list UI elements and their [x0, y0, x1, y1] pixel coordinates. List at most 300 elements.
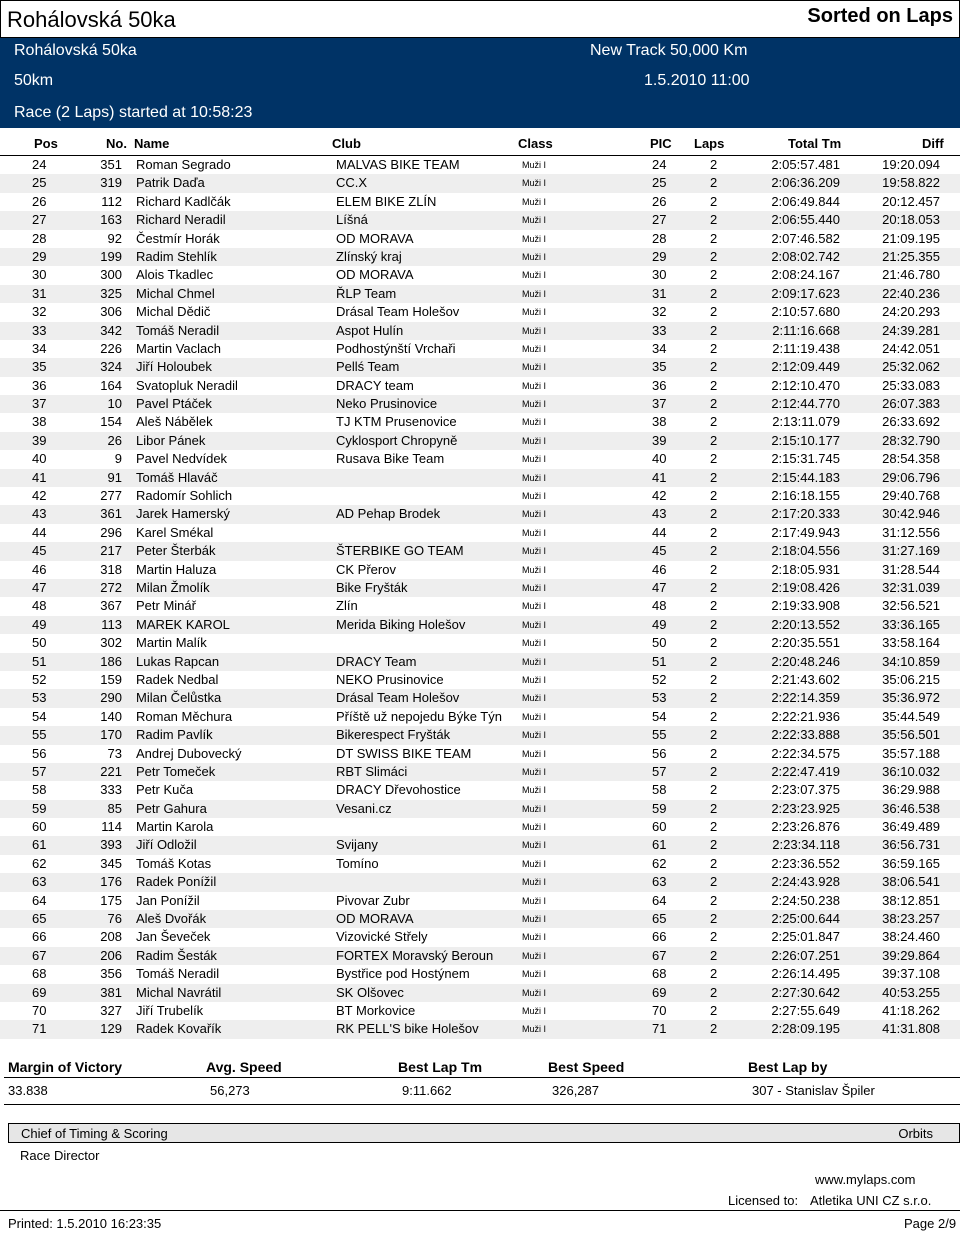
cell-pos: 64 [32, 892, 47, 908]
chief-label: Chief of Timing & Scoring [21, 1126, 168, 1141]
cell-pic: 51 [652, 653, 667, 669]
cell-number: 112 [101, 193, 122, 209]
cell-number: 325 [100, 285, 122, 301]
cell-number: 381 [100, 984, 122, 1000]
cell-number: 327 [100, 1002, 122, 1018]
cell-name: Peter Šterbák [136, 543, 216, 559]
cell-diff: 35:57.188 [882, 745, 940, 761]
col-name: Name [134, 136, 170, 151]
cell-club: Pellś Team [336, 359, 400, 375]
cell-diff: 26:33.692 [882, 414, 940, 430]
cell-diff: 38:06.541 [882, 874, 940, 890]
cell-pos: 70 [32, 1002, 47, 1018]
cell-pic: 28 [652, 230, 667, 246]
cell-class: Muži I [522, 730, 547, 741]
cell-total-time: 2:22:47.419 [771, 763, 840, 779]
cell-pic: 49 [652, 616, 667, 632]
cell-pos: 44 [32, 524, 47, 540]
cell-number: 186 [100, 653, 122, 669]
cell-class: Muži I [522, 932, 547, 943]
cell-diff: 19:58.822 [882, 175, 940, 191]
cell-pic: 56 [652, 745, 667, 761]
table-row [0, 450, 960, 468]
cell-club: OD MORAVA [336, 230, 414, 246]
cell-diff: 21:09.195 [882, 230, 940, 246]
cell-class: Muži I [522, 546, 547, 557]
table-row [0, 726, 960, 744]
cell-number: 91 [107, 469, 122, 485]
cell-diff: 41:31.808 [882, 1021, 940, 1037]
cell-laps: 2 [710, 653, 718, 669]
table-row [0, 1002, 960, 1020]
cell-club: Podhostýnští Vrchaři [336, 340, 456, 356]
cell-class: Muži I [522, 656, 547, 667]
cell-pic: 40 [652, 451, 667, 467]
cell-total-time: 2:09:17.623 [771, 285, 840, 301]
cell-name: Petr Kuča [136, 782, 194, 798]
cell-name: Tomáš Hlaváč [136, 469, 218, 485]
cell-pos: 54 [32, 708, 47, 724]
cell-number: 277 [100, 488, 122, 504]
cell-pos: 26 [32, 193, 47, 209]
cell-class: Muži I [522, 840, 547, 851]
cell-laps: 2 [710, 671, 718, 687]
cell-name: Radim Šesták [136, 947, 217, 963]
cell-number: 221 [100, 763, 122, 779]
cell-club: Bystřice pod Hostýnem [336, 966, 470, 982]
bestspeed-label: Best Speed [548, 1059, 625, 1075]
cell-diff: 36:10.032 [882, 763, 940, 779]
cell-diff: 30:42.946 [882, 506, 940, 522]
cell-pos: 69 [32, 984, 47, 1000]
cell-number: 113 [101, 616, 122, 632]
cell-pic: 26 [652, 193, 667, 209]
cell-number: 272 [100, 579, 122, 595]
table-row [0, 230, 960, 248]
cell-name: Martin Vaclach [136, 340, 222, 356]
cell-club: AD Pehap Brodek [336, 506, 441, 522]
cell-pos: 57 [32, 763, 47, 779]
cell-diff: 35:44.549 [882, 708, 940, 724]
cell-name: Roman Měchura [136, 708, 233, 724]
cell-number: 159 [100, 671, 122, 687]
table-row [0, 873, 960, 891]
table-row [0, 745, 960, 763]
cell-number: 318 [100, 561, 122, 577]
cell-laps: 2 [710, 763, 718, 779]
cell-total-time: 2:26:07.251 [771, 947, 840, 963]
cell-club: FORTEX Moravský Beroun [336, 947, 494, 963]
cell-name: Michal Chmel [136, 285, 215, 301]
cell-total-time: 2:22:14.359 [771, 690, 840, 706]
cell-name: Čestmír Horák [136, 230, 220, 246]
cell-pic: 42 [652, 488, 667, 504]
cell-class: Muži I [522, 491, 547, 502]
cell-class: Muži I [522, 454, 547, 465]
cell-total-time: 2:25:01.847 [771, 929, 840, 945]
cell-laps: 2 [710, 543, 718, 559]
cell-laps: 2 [710, 561, 718, 577]
cell-class: Muži I [522, 233, 547, 244]
table-row [0, 542, 960, 560]
table-row [0, 818, 960, 836]
cell-pos: 71 [32, 1021, 47, 1037]
cell-pos: 51 [32, 653, 47, 669]
cell-name: Radek Nedbal [136, 671, 219, 687]
cell-pic: 67 [652, 947, 667, 963]
cell-class: Muži I [522, 803, 547, 814]
cell-total-time: 2:22:34.575 [771, 745, 840, 761]
date-time: 1.5.2010 11:00 [644, 72, 750, 89]
licensed-label: Licensed to: [728, 1193, 799, 1208]
cell-number: 208 [100, 929, 122, 945]
cell-number: 361 [100, 506, 122, 522]
cell-pic: 54 [652, 708, 667, 724]
cell-pic: 61 [652, 837, 667, 853]
table-row [0, 855, 960, 873]
cell-total-time: 2:15:10.177 [771, 432, 840, 448]
cell-name: Jan Ponížil [136, 892, 200, 908]
cell-name: Richard Neradil [136, 212, 226, 228]
cell-pic: 24 [652, 157, 667, 172]
bestspeed-value: 326,287 [552, 1083, 599, 1098]
cell-club: ŠTERBIKE GO TEAM [336, 543, 464, 559]
cell-class: Muži I [522, 215, 547, 226]
cell-club: BT Morkovice [336, 1002, 416, 1018]
licensee: Atletika UNI CZ s.r.o. [810, 1193, 932, 1208]
cell-class: Muži I [522, 325, 547, 336]
cell-laps: 2 [710, 488, 718, 504]
cell-club: Tomíno [336, 855, 379, 871]
summary-divider [4, 1077, 960, 1078]
cell-diff: 31:12.556 [882, 524, 940, 540]
cell-total-time: 2:26:14.495 [771, 966, 840, 982]
cell-number: 164 [100, 377, 122, 393]
cell-total-time: 2:23:34.118 [772, 837, 840, 853]
table-row [0, 505, 960, 523]
cell-class: Muži I [522, 877, 547, 888]
cell-name: Radim Stehlík [136, 248, 217, 264]
cell-pic: 29 [652, 248, 667, 264]
cell-pos: 35 [32, 359, 47, 375]
table-row [0, 616, 960, 634]
cell-class: Muži I [522, 693, 547, 704]
cell-class: Muži I [522, 417, 547, 428]
cell-class: Muži I [522, 399, 547, 410]
cell-pos: 36 [32, 377, 47, 393]
cell-pos: 59 [32, 800, 47, 816]
cell-diff: 34:10.859 [882, 653, 940, 669]
cell-class: Muži I [522, 435, 547, 446]
margin-value: 33.838 [8, 1083, 48, 1098]
cell-pic: 47 [652, 579, 667, 595]
cell-pic: 58 [652, 782, 667, 798]
table-row [0, 395, 960, 413]
cell-number: 26 [107, 432, 122, 448]
cell-number: 356 [100, 966, 122, 982]
cell-number: 10 [107, 396, 122, 412]
cell-name: Tomáš Neradil [136, 322, 220, 338]
cell-class: Muži I [522, 785, 547, 796]
cell-number: 85 [107, 800, 122, 816]
col-no: No. [106, 136, 127, 151]
cell-pos: 58 [32, 782, 47, 798]
cell-name: Jarek Hamerský [136, 506, 230, 522]
cell-number: 302 [100, 635, 122, 651]
cell-total-time: 2:18:05.931 [771, 561, 840, 577]
cell-club: TJ KTM Prusenovice [336, 414, 457, 430]
cell-club: Vizovické Střely [336, 929, 428, 945]
sort-label: Sorted on Laps [807, 5, 953, 27]
cell-pic: 41 [652, 469, 667, 485]
cell-pic: 59 [652, 800, 667, 816]
cell-number: 76 [107, 911, 122, 927]
cell-class: Muži I [522, 362, 547, 373]
cell-pic: 71 [652, 1021, 667, 1037]
cell-laps: 2 [710, 855, 718, 871]
cell-pic: 53 [652, 690, 667, 706]
cell-laps: 2 [710, 782, 718, 798]
cell-total-time: 2:19:08.426 [771, 579, 840, 595]
cell-class: Muži I [522, 969, 547, 980]
cell-class: Muži I [522, 914, 547, 925]
cell-total-time: 2:07:46.582 [771, 230, 840, 246]
orbits-label: Orbits [898, 1126, 933, 1141]
cell-club: CK Přerov [336, 561, 396, 577]
cell-number: 217 [100, 543, 122, 559]
cell-laps: 2 [710, 304, 718, 320]
cell-diff: 21:46.780 [882, 267, 940, 283]
cell-laps: 2 [710, 285, 718, 301]
cell-laps: 2 [710, 947, 718, 963]
cell-name: Radomír Sohlich [136, 488, 233, 504]
cell-name: Jiří Holoubek [136, 359, 212, 375]
cell-class: Muži I [522, 564, 547, 575]
event-name: Rohálovská 50ka [14, 42, 137, 59]
bestlapby-label: Best Lap by [748, 1059, 828, 1075]
cell-total-time: 2:06:36.209 [771, 175, 840, 191]
cell-club: DT SWISS BIKE TEAM [336, 745, 472, 761]
cell-number: 176 [100, 874, 122, 890]
cell-laps: 2 [710, 598, 718, 614]
table-row [0, 800, 960, 818]
cell-name: Michal Navrátil [136, 984, 222, 1000]
cell-total-time: 2:24:50.238 [771, 892, 840, 908]
cell-pos: 40 [32, 451, 47, 467]
cell-diff: 31:28.544 [882, 561, 940, 577]
cell-club: OD MORAVA [336, 911, 414, 927]
cell-total-time: 2:23:23.925 [771, 800, 840, 816]
cell-laps: 2 [710, 929, 718, 945]
cell-number: 114 [101, 819, 122, 835]
cell-class: Muži I [522, 251, 547, 262]
cell-name: Pavel Nedvídek [136, 451, 228, 467]
cell-pic: 48 [652, 598, 667, 614]
cell-pos: 53 [32, 690, 47, 706]
cell-pic: 46 [652, 561, 667, 577]
table-row [0, 156, 960, 174]
printed-date: Printed: 1.5.2010 16:23:35 [8, 1216, 162, 1231]
cell-total-time: 2:22:33.888 [771, 727, 840, 743]
cell-number: 226 [100, 340, 122, 356]
cell-laps: 2 [710, 377, 718, 393]
cell-laps: 2 [710, 267, 718, 283]
cell-class: Muži I [522, 950, 547, 961]
summary-bottom-divider [4, 1104, 960, 1105]
cell-pos: 32 [32, 304, 47, 320]
cell-pos: 65 [32, 911, 47, 927]
cell-pos: 25 [32, 175, 47, 191]
cell-pos: 31 [32, 285, 47, 301]
cell-total-time: 2:11:19.438 [772, 340, 840, 356]
cell-club: Aspot Hulín [336, 322, 404, 338]
cell-pic: 27 [652, 212, 667, 228]
cell-club: Líšná [336, 212, 368, 228]
cell-number: 367 [100, 598, 122, 614]
cell-pos: 30 [32, 267, 47, 283]
cell-class: Muži I [522, 1005, 547, 1016]
cell-club: DRACY team [336, 377, 414, 393]
table-row [0, 671, 960, 689]
footer-divider [0, 1210, 960, 1211]
cell-pos: 42 [32, 488, 47, 504]
table-row [0, 285, 960, 303]
cell-number: 92 [107, 230, 122, 246]
cell-number: 333 [100, 782, 122, 798]
cell-club: Drásal Team Holešov [336, 304, 460, 320]
cell-total-time: 2:06:55.440 [771, 212, 840, 228]
margin-label: Margin of Victory [8, 1059, 123, 1075]
cell-pos: 50 [32, 635, 47, 651]
cell-diff: 40:53.255 [882, 984, 940, 1000]
cell-diff: 36:29.988 [882, 782, 940, 798]
cell-laps: 2 [710, 579, 718, 595]
cell-total-time: 2:21:43.602 [771, 671, 840, 687]
cell-diff: 35:56.501 [882, 727, 940, 743]
table-row [0, 836, 960, 854]
results-table [0, 156, 960, 1039]
cell-diff: 36:56.731 [882, 837, 940, 853]
cell-pic: 45 [652, 543, 667, 559]
cell-total-time: 2:18:04.556 [771, 543, 840, 559]
cell-club: Příště už nepojedu Býke Týn [336, 708, 502, 724]
bestlapby-value: 307 - Stanislav Špiler [752, 1083, 875, 1098]
cell-class: Muži I [522, 987, 547, 998]
cell-club: Bikerespect Fryšták [336, 727, 451, 743]
cell-number: 345 [100, 855, 122, 871]
table-row [0, 984, 960, 1002]
cell-class: Muži I [522, 711, 547, 722]
cell-club: Neko Prusinovice [336, 396, 438, 412]
cell-pos: 43 [32, 506, 47, 522]
website-link[interactable]: www.mylaps.com [815, 1172, 916, 1187]
cell-diff: 19:20.094 [882, 157, 940, 172]
cell-laps: 2 [710, 524, 718, 540]
table-row [0, 892, 960, 910]
cell-class: Muži I [522, 766, 547, 777]
cell-name: Jan Ševeček [136, 929, 211, 945]
cell-total-time: 2:17:49.943 [771, 524, 840, 540]
cell-total-time: 2:05:57.481 [771, 157, 840, 172]
cell-laps: 2 [710, 892, 718, 908]
cell-club: Merida Biking Holešov [336, 616, 466, 632]
cell-laps: 2 [710, 193, 718, 209]
cell-pos: 55 [32, 727, 47, 743]
cell-pic: 62 [652, 855, 667, 871]
race-info: Race (2 Laps) started at 10:58:23 [14, 104, 253, 121]
cell-diff: 25:32.062 [882, 359, 940, 375]
cell-class: Muži I [522, 858, 547, 869]
cell-laps: 2 [710, 396, 718, 412]
cell-pos: 45 [32, 543, 47, 559]
cell-pic: 37 [652, 396, 667, 412]
cell-laps: 2 [710, 800, 718, 816]
cell-pos: 33 [32, 322, 47, 338]
cell-total-time: 2:12:09.449 [771, 359, 840, 375]
cell-class: Muži I [522, 619, 547, 630]
cell-laps: 2 [710, 708, 718, 724]
cell-diff: 32:56.521 [882, 598, 940, 614]
cell-pic: 66 [652, 929, 667, 945]
table-row [0, 248, 960, 266]
cell-diff: 29:40.768 [882, 488, 940, 504]
cell-number: 129 [100, 1021, 122, 1037]
cell-class: Muži I [522, 601, 547, 612]
cell-laps: 2 [710, 966, 718, 982]
cell-diff: 36:46.538 [882, 800, 940, 816]
cell-laps: 2 [710, 469, 718, 485]
cell-pic: 44 [652, 524, 667, 540]
speed-label: Avg. Speed [206, 1059, 282, 1075]
cell-laps: 2 [710, 340, 718, 356]
col-diff: Diff [922, 136, 944, 151]
cell-total-time: 2:16:18.155 [771, 488, 840, 504]
cell-class: Muži I [522, 822, 547, 833]
cell-pic: 38 [652, 414, 667, 430]
cell-pos: 47 [32, 579, 47, 595]
cell-diff: 24:20.293 [882, 304, 940, 320]
cell-laps: 2 [710, 874, 718, 890]
col-laps: Laps [694, 136, 725, 151]
cell-club: SK Olšovec [336, 984, 404, 1000]
cell-number: 393 [100, 837, 122, 853]
cell-pos: 28 [32, 230, 47, 246]
cell-total-time: 2:06:49.844 [771, 193, 840, 209]
cell-class: Muži I [522, 472, 547, 483]
cell-club: Pivovar Zubr [336, 892, 410, 908]
table-row [0, 928, 960, 946]
cell-total-time: 2:15:31.745 [771, 451, 840, 467]
cell-total-time: 2:23:36.552 [771, 855, 840, 871]
cell-name: Alois Tkadlec [136, 267, 214, 283]
cell-laps: 2 [710, 506, 718, 522]
cell-club: MALVAS BIKE TEAM [336, 157, 460, 172]
cell-class: Muži I [522, 160, 547, 170]
cell-name: Karel Smékal [136, 524, 214, 540]
cell-laps: 2 [710, 322, 718, 338]
table-row [0, 413, 960, 431]
cell-laps: 2 [710, 837, 718, 853]
table-row [0, 211, 960, 229]
cell-laps: 2 [710, 616, 718, 632]
cell-laps: 2 [710, 745, 718, 761]
cell-class: Muži I [522, 343, 547, 354]
cell-laps: 2 [710, 212, 718, 228]
cell-laps: 2 [710, 690, 718, 706]
cell-number: 199 [100, 248, 122, 264]
cell-laps: 2 [710, 414, 718, 430]
cell-class: Muži I [522, 1024, 547, 1035]
